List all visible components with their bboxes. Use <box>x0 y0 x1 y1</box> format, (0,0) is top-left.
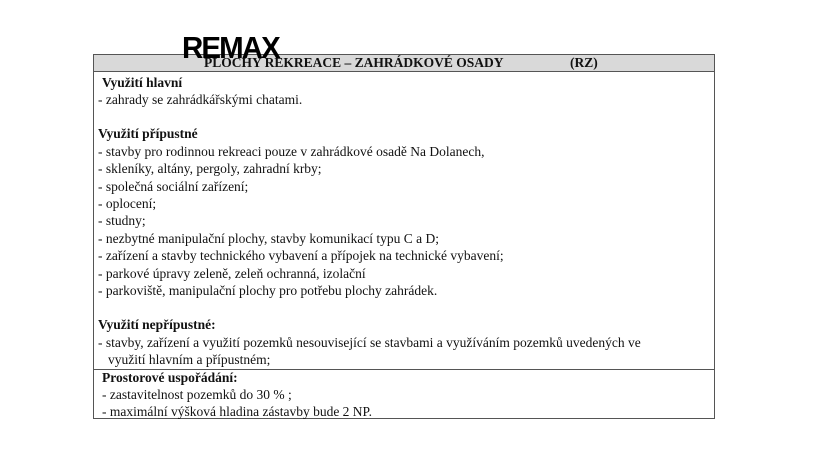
list-item: - skleníky, altány, pergoly, zahradní krby; <box>98 161 322 176</box>
list-item-continuation: využití hlavním a přípustném; <box>108 352 271 367</box>
list-item: - studny; <box>98 213 146 228</box>
table-title: PLOCHY REKREACE – ZAHRÁDKOVÉ OSADY <box>204 55 504 70</box>
list-item: - společná sociální zařízení; <box>98 179 249 194</box>
list-item: - zahrady se zahrádkářskými chatami. <box>98 92 303 107</box>
regulation-table <box>93 54 715 419</box>
list-item: - oplocení; <box>98 196 157 211</box>
prohibited-use-heading: Využití nepřípustné: <box>98 317 216 332</box>
zone-code: (RZ) <box>570 55 598 70</box>
list-item: - nezbytné manipulační plochy, stavby komunikací typu C a D; <box>98 231 440 246</box>
list-item: - stavby, zařízení a využití pozemků nesouvisející se stavbami a využíváním pozemků uvedených ve <box>98 335 641 350</box>
list-item: - zařízení a stavby technického vybavení a přípojek na technické vybavení; <box>98 248 504 263</box>
list-item: - parkoviště, manipulační plochy pro potřebu plochy zahrádek. <box>98 283 438 298</box>
permitted-use-heading: Využití přípustné <box>98 126 198 141</box>
list-item: - zastavitelnost pozemků do 30 % ; <box>102 387 292 402</box>
spatial-heading: Prostorové uspořádání: <box>102 370 238 385</box>
list-item: - stavby pro rodinnou rekreaci pouze v zahrádkové osadě Na Dolanech, <box>98 144 485 159</box>
remax-logo: REMAX <box>182 30 279 65</box>
list-item: - parkové úpravy zeleně, zeleň ochranná, izolační <box>98 266 366 281</box>
main-use-heading: Využití hlavní <box>102 75 183 90</box>
list-item: - maximální výšková hladina zástavby bude 2 NP. <box>102 404 372 419</box>
